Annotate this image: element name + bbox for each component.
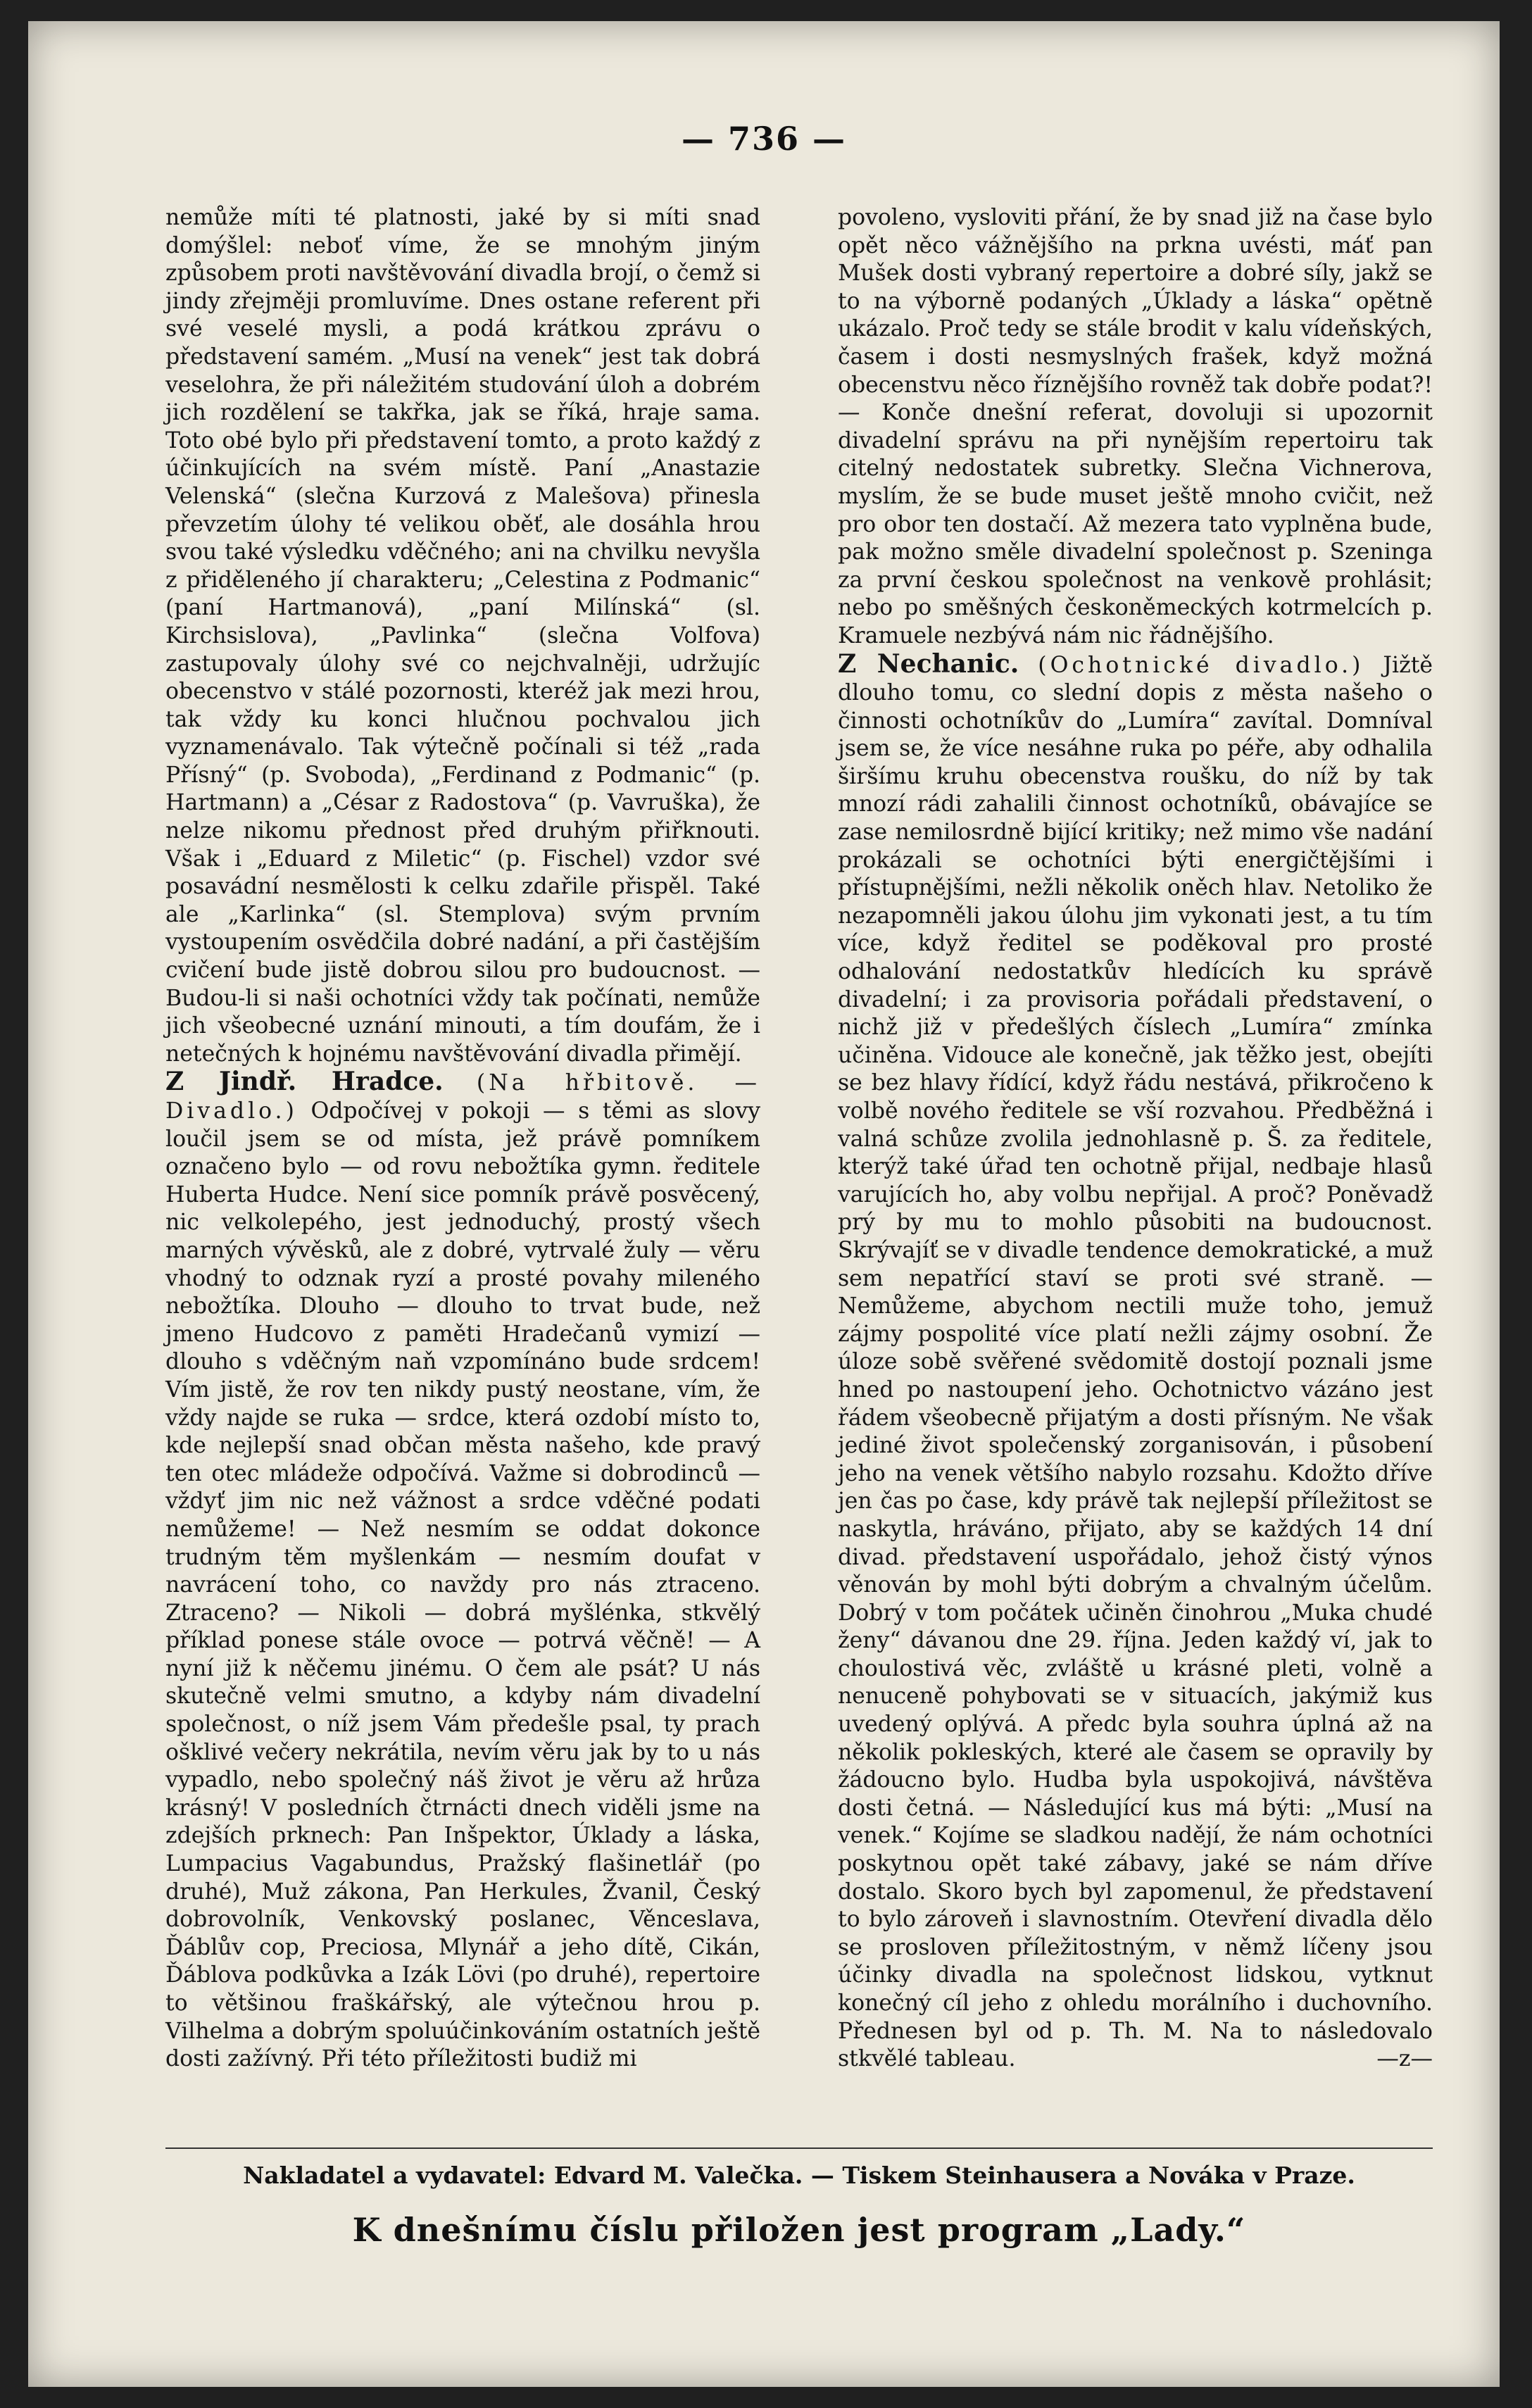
- page-number: — 736 —: [681, 120, 847, 158]
- section-text: Jižtě dlouho tomu, co slední dopis z města našeho o činnosti ochotníkův do „Lumíra“ zavítal. Domníval jsem se, že více nesáhne ruka po péře, aby odhalila širšímu kruhu obecenstva roušku, do níž by tak mnozí rádi zahalili činnost ochotníků, obávajíce se zase nemilosrdně bijící kritiky; než mimo vše nadání prokázali se ochotníci býti energičtějšími i přístupnějšími, nežli několik oněch hlav. Netoliko že nezapomněli jakou úlohu jim vykonati jest, a tu tím více, když ředitel se poděkoval pro prosté odhalování nedostatkův hledících ku správě divadelní; i za provisoria pořádali představení, o nichž již v předešlých číslech „Lumíra“ zmínka učiněna. Vidouce ale konečně, jak těžko jest, obejíti se bez hlavy řídící, když řádu nestává, přikročeno k volbě nového ředitele se vší rozvahou. Předběžná i valná schůze zvolila jednohlasně p. Š. za ředitele, kterýž také úřad ten ochotně přijal, nedbaje hlasů varujících ho, aby volbu nepřijal. A proč? Poněvadž prý by mu to mohlo působiti na budoucnost. Skrývajíť se v divadle tendence demokratické, a muž sem nepatřící staví se proti své straně. — Nemůžeme, abychom nectili muže toho, jemuž zájmy pospolité více platí nežli zájmy osobní. Že úloze sobě svěřené svědomitě dostojí poznali jsme hned po nastoupení jeho. Ochotnictvo vázáno jest řádem všeobecně přijatým a dosti přísným. Ne však jediné život společenský zorganisován, i působení jeho na venek většího nabylo rozsahu. Kdožto dříve jen čas po čase, kdy právě tak nejlepší příležitost se naskytla, hráváno, přijato, aby se každých 14 dní divad. představení uspořádalo, jehož čistý výnos věnován by mohl býti dobrým a chvalným účelům. Dobrý v tom počátek učiněn činohrou „Muka chudé ženy“ dávanou dne 29. října. Jeden každý ví, jak to choulostivá věc, zvláště u krásné pleti, volně a nenuceně pohybovati se v situacích, jakýmiž kus uvedený oplývá. A předc byla souhra úplná až na několik pokleských, které ale časem se opravily by žádoucno bylo. Hudba byla uspokojivá, návštěva dosti četná. — Následující kus má býti: „Musí na venek.“ Kojíme se sladkou nadějí, že nám ochotníci poskytnou opět také zábavy, jaké se nám dříve dostalo. Skoro bych byl zapomenul, že představení to bylo zároveň i slavnostním. Otevření divadla dělo se prosloven příležitostným, v němž líčeny jsou účinky divadla na společnost lidskou, vytknut konečný cíl jeho z ohledu morálního i duchovního. Přednesen byl od p. Th. M. Na to následovalo stkvělé tableau.: [838, 652, 1433, 2072]
- section-subheading: (Na hřbitově. — Divadlo.): [165, 1070, 761, 1124]
- article-section: [165, 1068, 760, 2073]
- section-subheading: (Ochotnické divadlo.): [1038, 652, 1364, 678]
- signature: —z—: [1376, 2046, 1433, 2072]
- supplement-notice: K dnešnímu číslu přiložen jest program „Lady.“: [352, 2211, 1246, 2249]
- publisher-line: Nakladatel a vydavatel: Edvard M. Valečka. — Tiskem Steinhausera a Nováka v Praze.: [243, 2162, 1355, 2189]
- right-column: [838, 204, 1433, 2074]
- left-column: [165, 204, 760, 2074]
- footer-rule: [165, 2147, 1433, 2149]
- article-section: [838, 648, 1433, 2074]
- article-paragraph: nemůže míti té platnosti, jaké by si míti snad domýšlel: neboť víme, že se mnohým jiným způsobem proti navštěvování divadla brojí, o čemž si jindy zřejměji promluvíme. Dnes ostane referent při své veselé mysli, a podá krátkou zprávu o představení samém. „Musí na venek“ jest tak dobrá veselohra, že při náležitém studování úloh a dobrém jich rozdělení se takřka, jak se říká, hraje sama. Toto obé bylo při představení tomto, a proto každý z účinkujících na svém místě. Paní „Anastazie Velenská“ (slečna Kurzová z Malešova) přinesla převzetím úlohy té velikou oběť, ale dosáhla hrou svou také výsledku vděčného; ani na chvilku nevyšla z přiděleného jí charakteru; „Celestina z Podmanic“ (paní Hartmanová), „paní Milínská“ (sl. Kirchsislova), „Pavlinka“ (slečna Volfova) zastupovaly úlohy své co nejchvalněji, udržujíc obecenstvo v stálé pozornosti, kteréž jak mezi hrou, tak vždy ku konci hlučnou pochvalou jich vyznamenávalo. Tak výtečně počínali si též „rada Přísný“ (p. Svoboda), „Ferdinand z Podmanic“ (p. Hartmann) a „César z Radostova“ (p. Vavruška), že nelze nikomu přednost před druhým přiřknouti. Však i „Eduard z Miletic“ (p. Fischel) vzdor své posavádní nesmělosti k celku zdařile přispěl. Také ale „Karlinka“ (sl. Stemplova) svým prvním vystoupením osvědčila dobré nadání, a při častějším cvičení bude jistě dobrou silou pro budoucnost. — Budou-li si naši ochotníci vždy tak počínati, nemůže jich všeobecné uznání minouti, a tím doufám, že i netečných k hojnému navštěvování divadla přimějí.: [165, 205, 760, 1067]
- newspaper-page: [28, 21, 1500, 2387]
- section-heading: Z Nechanic.: [838, 648, 1019, 679]
- article-paragraph: povoleno, vysloviti přání, že by snad již na čase bylo opět něco vážnějšího na prkna uvésti, máť pan Mušek dosti vybraný repertoire a dobré síly, jakž se to na výborně podaných „Úklady a láska“ opětně ukázalo. Proč tedy se stále brodit v kalu vídeňských, časem i dosti nesmyslných frašek, když možná obecenstvu něco říznějšího rovněž tak dobře podat?! — Konče dnešní referat, dovoluji si upozornit divadelní správu na při nynějším repertoiru tak citelný nedostatek subretky. Slečna Vichnerova, myslím, že se bude muset ještě mnoho cvičit, než pro obor ten dostačí. Až mezera tato vyplněna bude, pak možno směle divadelní společnost p. Szeninga za první českou společnost na venkově prohlásit; nebo po směšných českoněmeckých kotrmelcích p. Kramuele nezbývá nám nic řádnějšího.: [838, 205, 1433, 648]
- section-text: Odpočívej v pokoji — s těmi as slovy loučil jsem se od místa, jež právě pomníkem označeno bylo — od rovu nebožtíka gymn. ředitele Huberta Hudce. Není sice pomník právě posvěcený, nic velkolepého, jest jednoduchý, prostý všech marných vývěsků, ale z dobré, vytrvalé žuly — věru vhodný to odznak ryzí a prosté povahy mileného nebožtíka. Dlouho — dlouho to trvat bude, než jmeno Hudcovo z paměti Hradečanů vymizí — dlouho s vděčným naň vzpomínáno bude srdcem! Vím jistě, že rov ten nikdy pustý neostane, vím, že vždy najde se ruka — srdce, která ozdobí místo to, kde nejlepší snad občan města našeho, kde pravý ten otec mládeže odpočívá. Važme si dobrodinců — vždyť jim nic než vážnost a srdce vděčné podati nemůžeme! — Než nesmím se oddat dokonce trudným těm myšlenkám — nesmím doufat v navrácení toho, co navždy pro nás ztraceno. Ztraceno? — Nikoli — dobrá myšlénka, stkvělý příklad ponese stále ovoce — potrvá věčně! — A nyní již k něčemu jinému. O čem ale psát? U nás skutečně velmi smutno, a kdyby nám divadelní společnost, o níž jsem Vám předešle psal, ty prach ošklivé večery nekrátila, nevím věru jak by to u nás vypadlo, nebo společný náš život je věru až hrůza krásný! V posledních čtrnácti dnech viděli jsme na zdejších prknech: Pan Inšpektor, Úklady a láska, Lumpacius Vagabundus, Pražský flašinetlář (po druhé), Muž zákona, Pan Herkules, Žvanil, Český dobrovolník, Venkovský poslanec, Věnceslava, Ďáblův cop, Preciosa, Mlynář a jeho dítě, Cikán, Ďáblova podkůvka a Izák Lövi (po druhé), repertoire to většinou fraškářský, ale výtečnou hrou p. Vilhelma a dobrým spoluúčinkováním ostatních ještě dosti zažívný. Při této příležitosti budiž mi: [165, 1098, 760, 2072]
- section-heading: Z Jindř. Hradce.: [165, 1067, 444, 1097]
